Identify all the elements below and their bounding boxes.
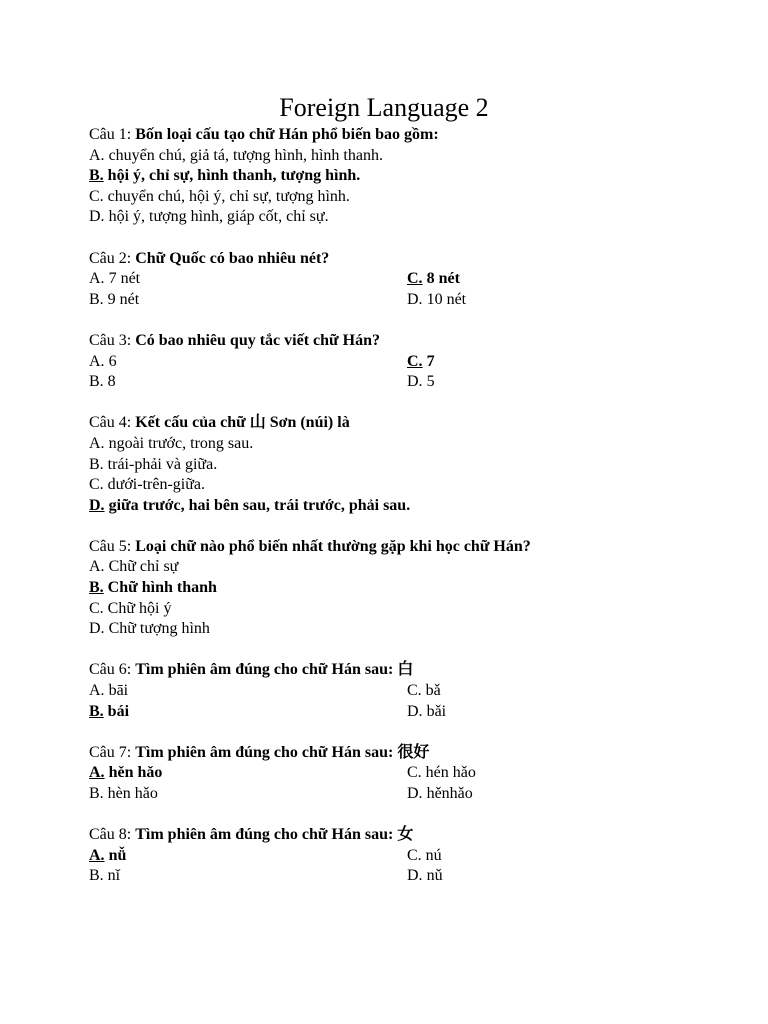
- option-text: nǚ: [108, 846, 127, 864]
- option-letter: D.: [407, 290, 423, 308]
- option-b: [89, 455, 709, 476]
- question-line: [89, 825, 709, 846]
- option-text: hội ý, tượng hình, giáp cốt, chỉ sự.: [108, 208, 329, 226]
- option-c: [407, 763, 709, 784]
- question-text: Chữ Quốc có bao nhiêu nét?: [135, 249, 330, 267]
- option-letter: B.: [89, 455, 104, 473]
- option-text: 8: [107, 373, 116, 391]
- option-d: [407, 290, 709, 311]
- option-letter: C.: [89, 476, 104, 494]
- option-letter: C.: [407, 352, 423, 370]
- option-text: hén hǎo: [425, 764, 476, 782]
- option-letter: A.: [89, 846, 105, 864]
- option-text: nǔ: [426, 867, 443, 885]
- question-label: Câu 8:: [89, 826, 132, 844]
- question-6: [89, 660, 709, 722]
- option-a-correct: [89, 763, 407, 784]
- question-7: [89, 743, 709, 805]
- option-text: 5: [426, 373, 435, 391]
- option-d: [89, 619, 709, 640]
- question-3: [89, 331, 709, 393]
- option-letter: A.: [89, 558, 105, 576]
- option-text: 10 nét: [426, 290, 467, 308]
- question-line: [89, 537, 709, 558]
- question-text: Kết cấu của chữ 山 Sơn (núi) là: [135, 414, 350, 432]
- option-letter: A.: [89, 270, 105, 288]
- option-letter: D.: [407, 785, 423, 802]
- option-grid: [89, 763, 709, 804]
- option-text: bāi: [108, 682, 129, 700]
- option-text: nǐ: [107, 867, 121, 885]
- option-text: Chữ hội ý: [107, 599, 172, 617]
- question-line: [89, 125, 709, 146]
- option-b: [89, 372, 407, 393]
- option-text: 9 nét: [107, 290, 140, 308]
- question-text: Tìm phiên âm đúng cho chữ Hán sau: 很好: [135, 743, 430, 761]
- option-c: [89, 475, 709, 496]
- option-letter: B.: [89, 290, 104, 308]
- option-text: bǎi: [426, 702, 447, 720]
- option-text: nú: [425, 846, 442, 864]
- option-letter: C.: [89, 187, 104, 205]
- option-letter: A.: [89, 146, 105, 164]
- option-text: hèn hǎo: [107, 785, 158, 802]
- question-label: Câu 6:: [89, 661, 132, 679]
- question-4: [89, 413, 709, 516]
- option-c-correct: [407, 269, 709, 290]
- option-letter: B.: [89, 702, 104, 720]
- option-c: [89, 187, 709, 208]
- option-b: [89, 784, 407, 805]
- option-letter: A.: [89, 434, 105, 452]
- option-letter: B.: [89, 867, 104, 885]
- question-8: [89, 825, 709, 887]
- option-letter: D.: [89, 208, 105, 226]
- question-label: Câu 3:: [89, 331, 132, 349]
- option-text: 6: [108, 352, 117, 370]
- option-text: bái: [107, 702, 130, 720]
- option-d: [407, 866, 709, 887]
- page-title: Foreign Language 2: [279, 93, 489, 122]
- option-c: [407, 681, 709, 702]
- option-letter: D.: [89, 620, 105, 638]
- option-b-correct: [89, 166, 709, 187]
- option-letter: C.: [407, 682, 422, 700]
- option-letter: C.: [407, 270, 423, 288]
- option-grid: [89, 352, 709, 393]
- question-1: [89, 125, 709, 228]
- option-letter: B.: [89, 167, 104, 185]
- question-text: Loại chữ nào phổ biến nhất thường gặp khi học chữ Hán?: [135, 537, 531, 555]
- question-line: [89, 743, 709, 764]
- question-line: [89, 413, 709, 434]
- option-letter: B.: [89, 785, 104, 802]
- option-d: [407, 702, 709, 723]
- option-letter: D.: [407, 702, 423, 720]
- option-text: Chữ chỉ sự: [108, 558, 179, 576]
- option-a: [89, 269, 407, 290]
- option-text: 7 nét: [108, 270, 141, 288]
- option-text: Chữ hình thanh: [107, 579, 217, 597]
- option-grid: [89, 846, 709, 887]
- option-c-correct: [407, 352, 709, 373]
- question-text: Tìm phiên âm đúng cho chữ Hán sau: 白: [135, 661, 414, 679]
- option-d: [407, 784, 709, 805]
- option-text: dưới-trên-giữa.: [107, 476, 205, 494]
- question-list: [89, 125, 709, 908]
- question-label: Câu 7:: [89, 743, 132, 761]
- option-d: [89, 207, 709, 228]
- option-a: [89, 681, 407, 702]
- option-text: ngoài trước, trong sau.: [108, 434, 254, 452]
- question-label: Câu 1:: [89, 126, 132, 143]
- option-b-correct: [89, 578, 709, 599]
- option-text: hěn hǎo: [108, 764, 163, 782]
- option-a: [89, 352, 407, 373]
- option-b-correct: [89, 702, 407, 723]
- option-letter: C.: [407, 846, 422, 864]
- question-2: [89, 249, 709, 311]
- option-text: chuyển chú, giả tá, tượng hình, hình thanh.: [108, 146, 383, 164]
- question-text: Bốn loại cấu tạo chữ Hán phổ biến bao gồm:: [135, 126, 439, 143]
- option-letter: A.: [89, 764, 105, 782]
- option-grid: [89, 681, 709, 722]
- option-grid: [89, 269, 709, 310]
- option-a-correct: [89, 846, 407, 867]
- option-letter: A.: [89, 682, 105, 700]
- option-d: [407, 372, 709, 393]
- option-letter: D.: [89, 496, 105, 514]
- option-letter: A.: [89, 352, 105, 370]
- question-text: Có bao nhiêu quy tắc viết chữ Hán?: [135, 331, 380, 349]
- option-d-correct: [89, 496, 709, 517]
- question-5: [89, 537, 709, 640]
- option-text: hội ý, chỉ sự, hình thanh, tượng hình.: [107, 167, 361, 185]
- option-letter: D.: [407, 373, 423, 391]
- question-label: Câu 4:: [89, 414, 132, 432]
- option-text: giữa trước, hai bên sau, trái trước, phải sau.: [108, 496, 411, 514]
- option-letter: D.: [407, 867, 423, 885]
- question-label: Câu 5:: [89, 537, 132, 555]
- option-text: trái-phải và giữa.: [107, 455, 218, 473]
- question-line: [89, 249, 709, 270]
- option-a: [89, 557, 709, 578]
- option-text: hěnhǎo: [426, 785, 473, 802]
- option-text: bǎ: [425, 682, 441, 700]
- option-letter: C.: [407, 764, 422, 782]
- option-a: [89, 434, 709, 455]
- option-text: chuyển chú, hội ý, chỉ sự, tượng hình.: [107, 187, 350, 205]
- question-label: Câu 2:: [89, 249, 132, 267]
- option-c: [89, 599, 709, 620]
- option-b: [89, 866, 407, 887]
- question-line: [89, 331, 709, 352]
- option-text: 8 nét: [426, 270, 460, 288]
- option-letter: B.: [89, 373, 104, 391]
- option-c: [407, 846, 709, 867]
- option-letter: B.: [89, 579, 104, 597]
- option-letter: C.: [89, 599, 104, 617]
- option-b: [89, 290, 407, 311]
- option-a: [89, 146, 709, 167]
- option-text: Chữ tượng hình: [108, 620, 210, 638]
- question-line: [89, 660, 709, 681]
- question-text: Tìm phiên âm đúng cho chữ Hán sau: 女: [135, 826, 414, 844]
- option-text: 7: [426, 352, 435, 370]
